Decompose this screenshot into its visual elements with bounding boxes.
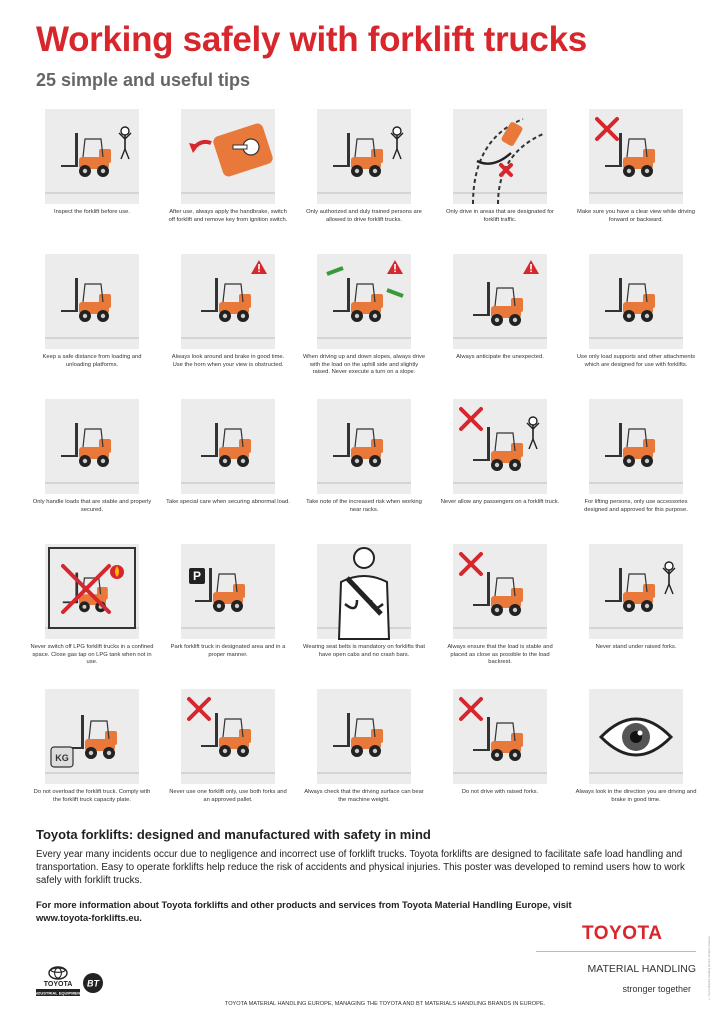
slope-driving-icon bbox=[317, 254, 411, 349]
tip-19 bbox=[438, 538, 562, 683]
tip-24 bbox=[438, 683, 562, 828]
tip-caption: Never stand under raised forks. bbox=[595, 644, 677, 650]
footer-note: TOYOTA MATERIAL HANDLING EUROPE, MANAGING THE TOYOTA AND BT MATERIALS HANDLING BRANDS IN EUROPE. bbox=[224, 1001, 546, 1007]
tip-caption: Always look in the direction you are driving and brake in good time. bbox=[575, 789, 697, 803]
svg-text:P: P bbox=[192, 569, 202, 583]
tip-caption: Always check that the driving surface can bear the machine weight. bbox=[304, 789, 424, 803]
no-passengers-icon bbox=[453, 399, 547, 494]
tip-caption: Park forklift truck in designated area and in a proper manner. bbox=[170, 644, 286, 658]
obstructed-view-warning-icon bbox=[181, 254, 275, 349]
tip-3 bbox=[302, 103, 426, 248]
lpg-fire-hazard-icon bbox=[45, 544, 139, 639]
tip-caption: Always look around and brake in good time. Use the horn when your view is obstructed. bbox=[171, 354, 285, 368]
tip-caption: Never switch off LPG forklift trucks in a confined space. Close gas tap on LPG tank when not in use. bbox=[30, 644, 154, 666]
poster-title: Working safely with forklift trucks bbox=[36, 20, 587, 59]
more-info-text: For more information about Toyota forklifts and other products and services from Toyota Material Handling Europe, visit www.toyota-forklifts.eu. bbox=[36, 899, 572, 923]
tip-11 bbox=[30, 393, 154, 538]
svg-text:KG: KG bbox=[55, 753, 69, 763]
toyota-wordmark: TOYOTA bbox=[582, 923, 663, 944]
logo-wordmark: TOYOTA bbox=[43, 981, 73, 988]
tip-15 bbox=[574, 393, 698, 538]
stable-load-icon bbox=[45, 399, 139, 494]
toyota-logo bbox=[33, 965, 83, 997]
tip-20 bbox=[574, 538, 698, 683]
tip-25 bbox=[574, 683, 698, 828]
forklift-inspection-icon bbox=[45, 109, 139, 204]
approved-attachment-icon bbox=[589, 254, 683, 349]
seat-belt-icon bbox=[317, 544, 411, 639]
tagline: stronger together bbox=[622, 984, 691, 994]
info-heading: Toyota forklifts: designed and manufactured with safety in mind bbox=[36, 827, 431, 842]
tip-caption: Inspect the forklift before use. bbox=[53, 209, 131, 215]
tip-8 bbox=[302, 248, 426, 393]
designated-route-icon bbox=[453, 109, 547, 204]
tip-1 bbox=[30, 103, 154, 248]
person-lifting-cage-icon bbox=[589, 399, 683, 494]
authorized-driver-icon bbox=[317, 109, 411, 204]
ignition-key-icon bbox=[181, 109, 275, 204]
tipping-forklift-icon bbox=[181, 689, 275, 784]
material-handling-label: MATERIAL HANDLING bbox=[587, 963, 696, 975]
load-backrest-icon bbox=[453, 544, 547, 639]
tip-caption: Take note of the increased risk when working near racks. bbox=[306, 499, 422, 513]
raised-forks-icon bbox=[453, 689, 547, 784]
tip-10 bbox=[574, 248, 698, 393]
tip-caption: Do not overload the forklift truck. Comply with the forklift truck capacity plate. bbox=[33, 789, 151, 803]
tip-6 bbox=[30, 248, 154, 393]
tip-caption: Do not drive with raised forks. bbox=[461, 789, 539, 795]
tip-caption: Never allow any passengers on a forklift truck. bbox=[440, 499, 560, 505]
tip-14 bbox=[438, 393, 562, 538]
tip-caption: Always anticipate the unexpected. bbox=[456, 354, 544, 360]
tip-caption: Only authorized and duly trained persons are allowed to drive forklift trucks. bbox=[306, 209, 422, 223]
tip-23 bbox=[302, 683, 426, 828]
copyright-note: © Toyota Material Handling Europe. All rights reserved. bbox=[708, 935, 711, 1000]
tip-caption: Always ensure that the load is stable and placed as close as possible to the load backrest. bbox=[447, 644, 553, 666]
tip-16 bbox=[30, 538, 154, 683]
parking-sign-icon bbox=[181, 544, 275, 639]
abnormal-load-icon bbox=[181, 399, 275, 494]
tip-caption: Make sure you have a clear view while driving forward or backward. bbox=[577, 209, 695, 223]
surface-crack-icon bbox=[317, 689, 411, 784]
tip-caption: Wearing seat belts is mandatory on forklifts that have open cabs and no crash bars. bbox=[302, 644, 425, 658]
under-raised-forks-icon bbox=[589, 544, 683, 639]
tip-caption: Take special care when securing abnormal load. bbox=[166, 499, 290, 505]
tip-caption: Use only load supports and other attachments which are designed for use with forklifts. bbox=[576, 354, 696, 368]
tip-4 bbox=[438, 103, 562, 248]
tip-5 bbox=[574, 103, 698, 248]
tip-22 bbox=[166, 683, 290, 828]
clear-view-icon bbox=[589, 109, 683, 204]
tip-7 bbox=[166, 248, 290, 393]
tip-caption: Never use one forklift only, use both forks and an approved pallet. bbox=[169, 789, 287, 803]
tip-caption: After use, always apply the handbrake, switch off forklift and remove key from ignition switch. bbox=[168, 209, 288, 223]
tip-12 bbox=[166, 393, 290, 538]
eye-icon bbox=[589, 689, 683, 784]
tip-caption: Only handle loads that are stable and properly secured. bbox=[32, 499, 152, 513]
brand-divider bbox=[536, 951, 696, 952]
poster-subtitle: 25 simple and useful tips bbox=[36, 70, 251, 90]
tip-21 bbox=[30, 683, 154, 828]
tips-grid bbox=[30, 103, 698, 828]
tip-13 bbox=[302, 393, 426, 538]
tip-caption: When driving up and down slopes, always drive with the load on the uphill side and slightly raised. Never execute a turn on a slope. bbox=[302, 354, 426, 376]
tip-17 bbox=[166, 538, 290, 683]
bt-mark: BT bbox=[87, 978, 99, 989]
tip-caption: Only drive in areas that are designated for forklift traffic. bbox=[446, 209, 554, 223]
tip-9 bbox=[438, 248, 562, 393]
pedestrian-door-warning-icon bbox=[453, 254, 547, 349]
rack-collision-icon bbox=[317, 399, 411, 494]
platform-edge-icon bbox=[45, 254, 139, 349]
info-body: Every year many incidents occur due to negligence and incorrect use of forklift trucks. Toyota forklifts are designed to facilitate safe load handling and transportation. Easy to operate forklifts help reduce the risk of accidents and physical injuries. This poster was developed to remind users how to work safely with forklift trucks. bbox=[36, 849, 685, 886]
tip-caption: For lifting persons, only use accessories designed and approved for this purpose. bbox=[584, 499, 688, 513]
logo-subline: INDUSTRIAL EQUIPMENT bbox=[33, 990, 83, 996]
tip-18 bbox=[302, 538, 426, 683]
bt-logo bbox=[82, 972, 104, 999]
tip-caption: Keep a safe distance from loading and unloading platforms. bbox=[42, 354, 142, 368]
tip-2 bbox=[166, 103, 290, 248]
overload-kg-icon bbox=[45, 689, 139, 784]
